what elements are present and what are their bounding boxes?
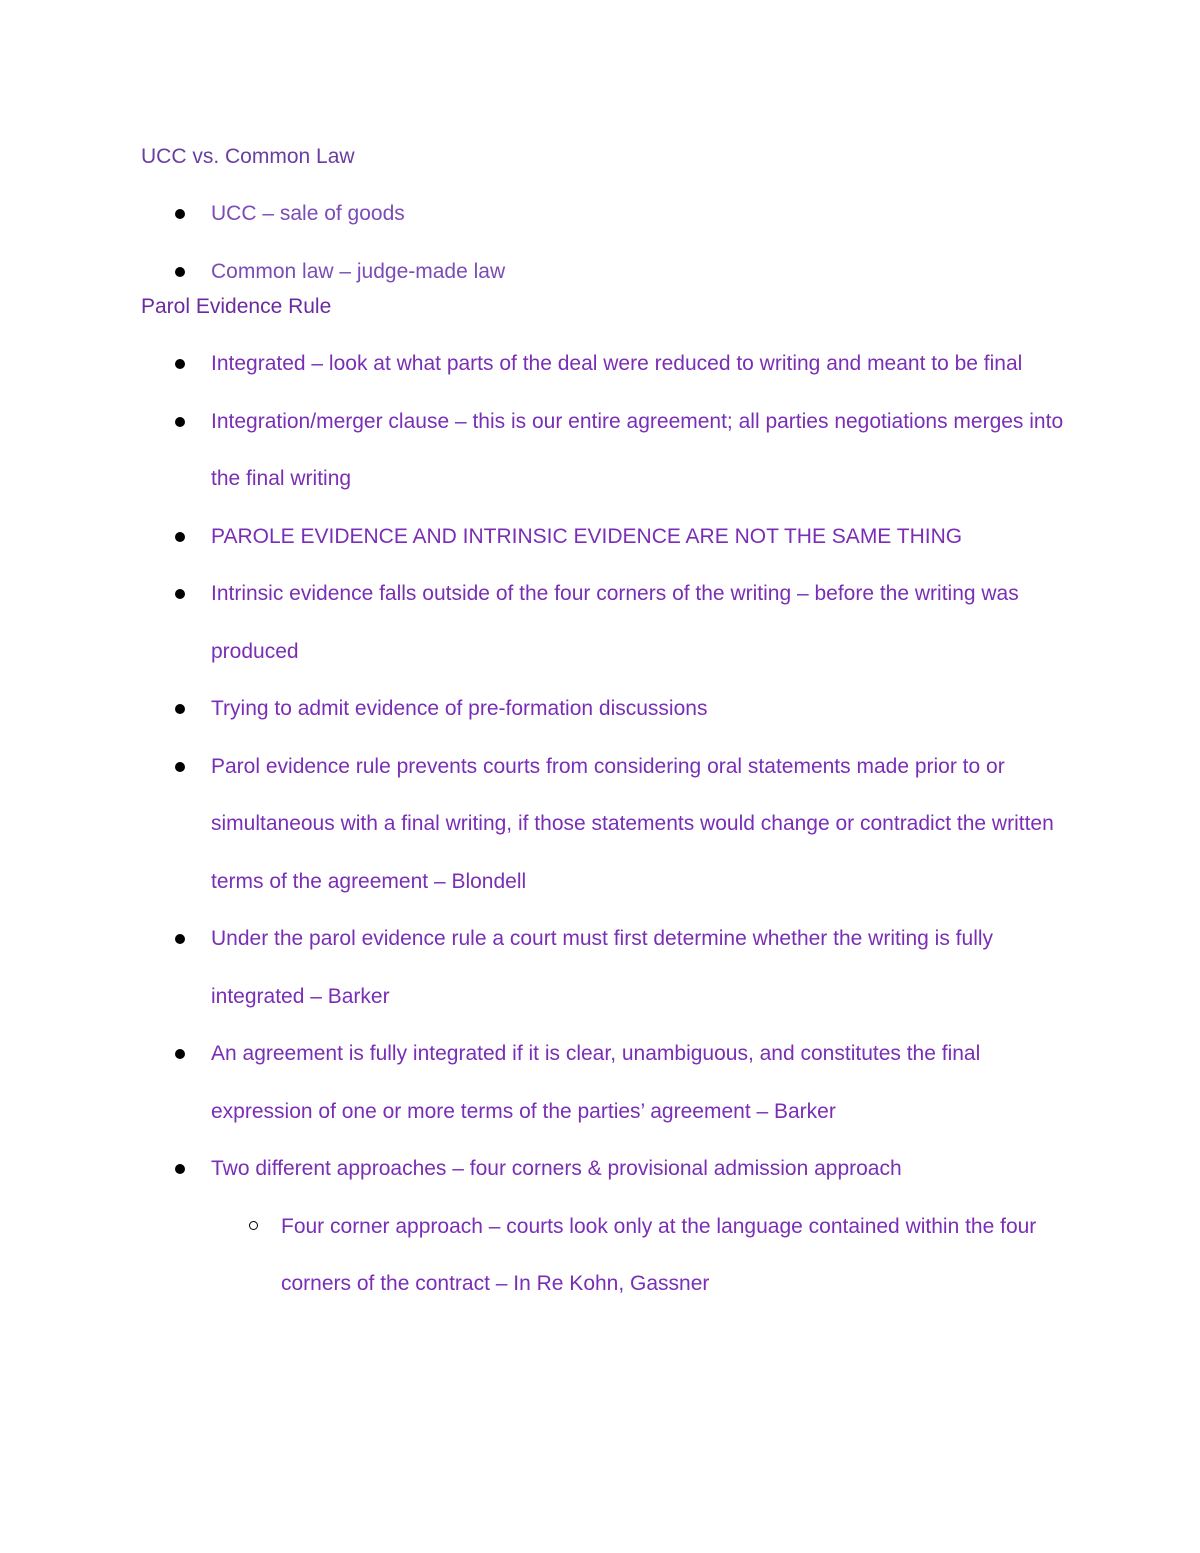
list-item-text: An agreement is fully integrated if it is clear, unambiguous, and constitutes the final expression of one or more terms of the parties’ agreement – Barker <box>211 1042 981 1123</box>
list-item <box>141 1140 1071 1313</box>
bullet-icon <box>175 532 185 542</box>
list-item-text: UCC – sale of goods <box>211 202 405 225</box>
bullet-icon <box>175 209 185 219</box>
bullet-icon <box>175 762 185 772</box>
section-heading-ucc: UCC vs. Common Law <box>141 145 355 168</box>
bullet-icon <box>175 589 185 599</box>
list-item-text: Trying to admit evidence of pre-formation discussions <box>211 697 708 720</box>
list-item-text: Under the parol evidence rule a court must first determine whether the writing is fully integrated – Barker <box>211 927 994 1008</box>
section-heading-parol: Parol Evidence Rule <box>141 295 332 318</box>
list-item <box>141 393 1071 508</box>
section-parol-list-wrap <box>141 335 1071 1313</box>
bullet-icon <box>175 359 185 369</box>
sub-bullet-list <box>211 1198 1071 1313</box>
sub-list-item-text: Four corner approach – courts look only at the language contained within the four corners of the contract – In Re Kohn, Gassner <box>281 1214 1037 1295</box>
list-item-text: Integrated – look at what parts of the deal were reduced to writing and meant to be final <box>211 352 1023 375</box>
list-item <box>141 910 1071 1025</box>
bullet-icon <box>175 934 185 944</box>
list-item-text: Two different approaches – four corners & provisional admission approach <box>211 1157 902 1180</box>
list-item <box>141 738 1071 911</box>
bullet-list-ucc <box>141 185 1071 300</box>
list-item <box>141 243 1071 301</box>
list-item-text: Integration/merger clause – this is our entire agreement; all parties negotiations merges into the final writing <box>211 409 1064 490</box>
list-item-text: PAROLE EVIDENCE AND INTRINSIC EVIDENCE ARE NOT THE SAME THING <box>211 524 963 548</box>
list-item <box>141 185 1071 243</box>
list-item-text: Parol evidence rule prevents courts from considering oral statements made prior to or simultaneous with a final writing, if those statements would change or contradict the written terms of the agreement – Blondell <box>211 754 1054 893</box>
document-body <box>141 139 1071 1313</box>
bullet-icon <box>175 704 185 714</box>
bullet-icon <box>175 267 185 277</box>
bullet-icon <box>175 1049 185 1059</box>
list-item <box>141 508 1071 566</box>
list-item <box>141 565 1071 680</box>
list-item-text: Common law – judge-made law <box>211 259 506 283</box>
list-item <box>141 335 1071 393</box>
bullet-icon <box>175 1164 185 1174</box>
list-item <box>141 1025 1071 1140</box>
hollow-bullet-icon <box>249 1221 258 1230</box>
bullet-icon <box>175 417 185 427</box>
sub-list-item <box>211 1198 1071 1313</box>
section-ucc-list-wrap <box>141 185 1071 300</box>
bullet-list-parol <box>141 335 1071 1313</box>
list-item-text: Intrinsic evidence falls outside of the four corners of the writing – before the writing was produced <box>211 582 1019 663</box>
list-item <box>141 680 1071 738</box>
